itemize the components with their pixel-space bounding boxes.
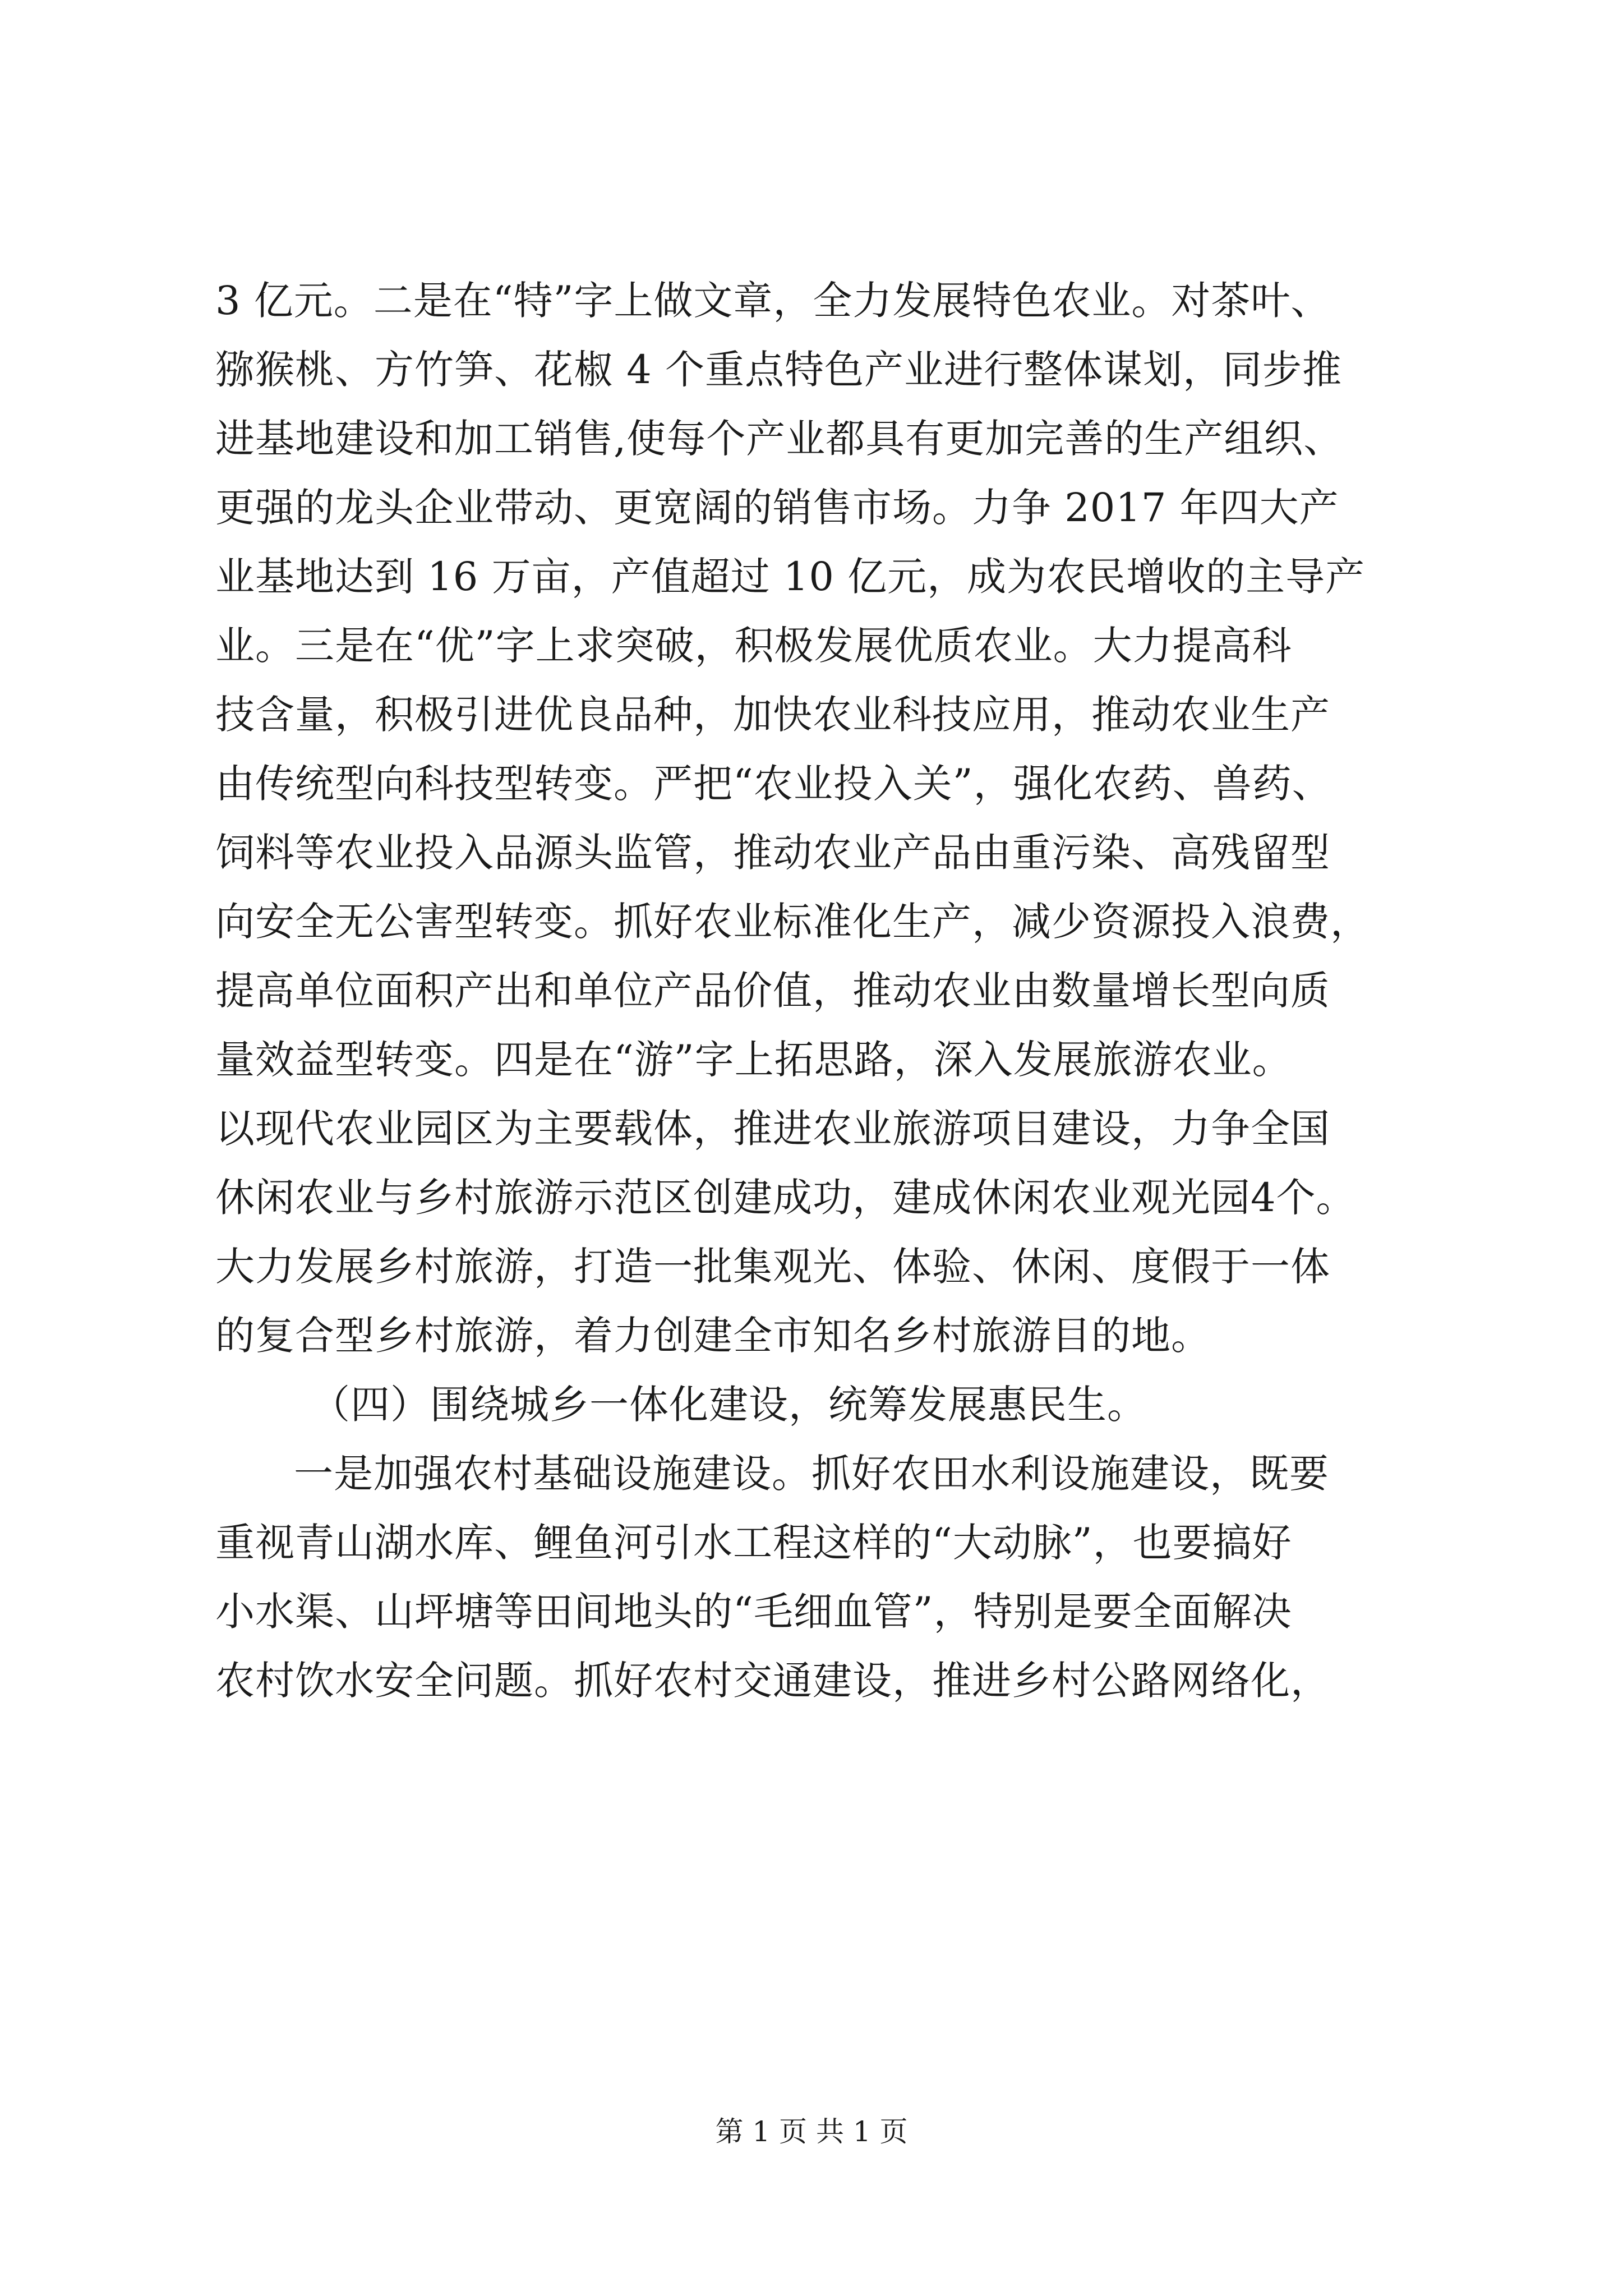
text-line: 提高单位面积产出和单位产品价值，推动农业由数量增长型向质 (215, 968, 1330, 1014)
page-number: 第 1 页 共 1 页 (715, 2115, 908, 2148)
section-heading: （四）围绕城乡一体化建设，统筹发展惠民生。 (311, 1382, 1147, 1428)
text-line: 小水渠、山坪塘等田间地头的“毛细血管”，特别是要全面解决 (215, 1589, 1292, 1635)
text-line: 重视青山湖水库、鲤鱼河引水工程这样的“大动脉”，也要搞好 (215, 1520, 1292, 1566)
text-line: 的复合型乡村旅游，着力创建全市知名乡村旅游目的地。 (215, 1313, 1211, 1359)
text-line: 更强的龙头企业带动、更宽阔的销售市场。力争 2017 年四大产 (215, 485, 1339, 531)
text-line: 农村饮水安全问题。抓好农村交通建设，推进乡村公路网络化， (215, 1658, 1330, 1704)
text-line: 大力发展乡村旅游，打造一批集观光、体验、休闲、度假于一体 (215, 1244, 1330, 1290)
text-line: 猕猴桃、方竹笋、花椒 4 个重点特色产业进行整体谋划，同步推 (215, 347, 1343, 393)
text-line: 休闲农业与乡村旅游示范区创建成功，建成休闲农业观光园4个。 (215, 1175, 1356, 1221)
text-line: 进基地建设和加工销售,使每个产业都具有更加完善的生产组织、 (215, 416, 1344, 462)
text-line: 业。三是在“优”字上求突破，积极发展优质农业。大力提高科 (215, 623, 1292, 669)
page-footer (0, 2115, 1623, 2148)
text-line: 以现代农业园区为主要载体，推进农业旅游项目建设，力争全国 (215, 1106, 1330, 1152)
text-line: 向安全无公害型转变。抓好农业标准化生产，减少资源投入浪费， (215, 899, 1370, 945)
text-line: 由传统型向科技型转变。严把“农业投入关”，强化农药、兽药、 (215, 761, 1332, 807)
body-text (215, 266, 1477, 1715)
text-line: 饲料等农业投入品源头监管，推动农业产品由重污染、高残留型 (215, 830, 1330, 876)
text-line: 3 亿元。二是在“特”字上做文章，全力发展特色农业。对茶叶、 (215, 278, 1331, 324)
text-line: 技含量，积极引进优良品种，加快农业科技应用，推动农业生产 (215, 692, 1330, 738)
paragraph-first-line: 一是加强农村基础设施建设。抓好农田水利设施建设，既要 (294, 1451, 1329, 1497)
text-line: 量效益型转变。四是在“游”字上拓思路，深入发展旅游农业。 (215, 1037, 1292, 1083)
text-line: 业基地达到 16 万亩，产值超过 10 亿元，成为农民增收的主导产 (215, 554, 1366, 600)
